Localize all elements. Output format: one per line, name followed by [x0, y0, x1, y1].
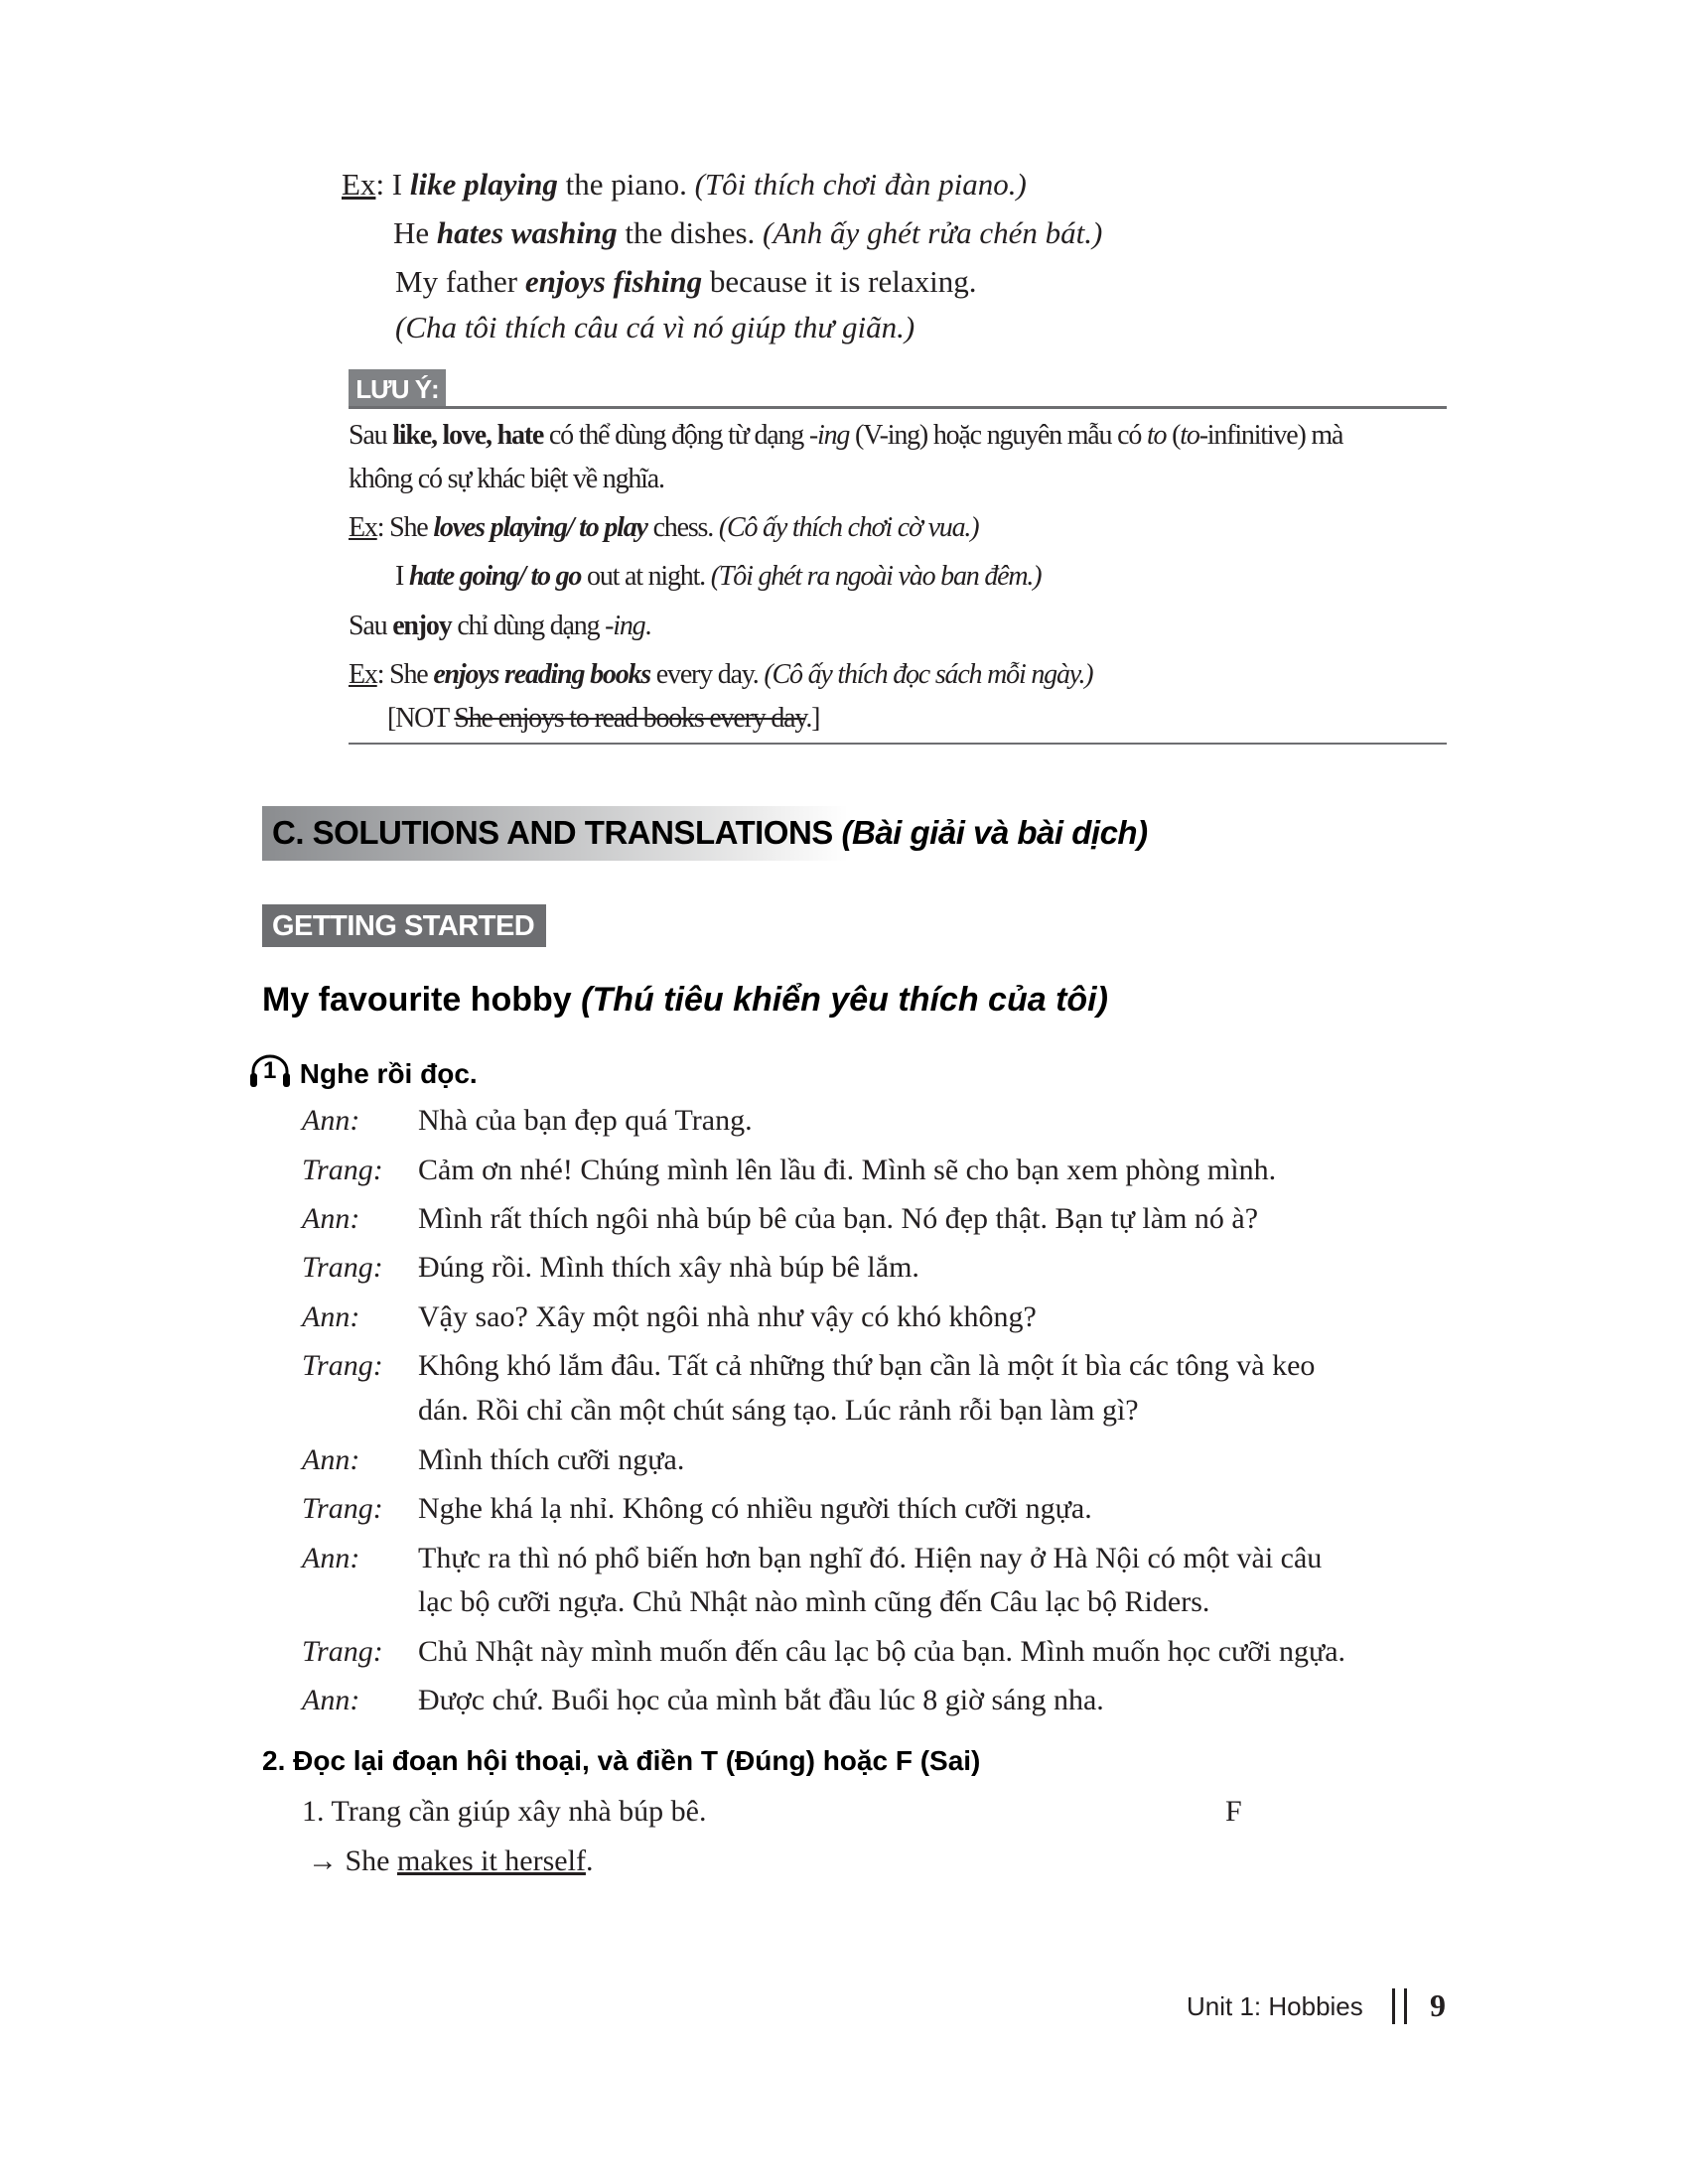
speaker-name: Ann: [302, 1443, 360, 1476]
note-line [395, 563, 1041, 591]
speaker-name: Trang: [302, 1251, 383, 1284]
note-line [349, 466, 664, 493]
dialogue-line: lạc bộ cưỡi ngựa. Chủ Nhật nào mình cũng đến Câu lạc bộ Riders. [418, 1585, 1210, 1618]
text-segment: like playing [409, 167, 558, 202]
dialogue-line: Không khó lắm đâu. Tất cả những thứ bạn cần là một ít bìa các tông và keo [418, 1349, 1316, 1382]
text-segment: không có sự khác biệt về nghĩa. [349, 464, 664, 494]
dialogue-line: Cảm ơn nhé! Chúng mình lên lầu đi. Mình sẽ cho bạn xem phòng mình. [418, 1154, 1277, 1186]
dialogue-line: Mình thích cưỡi ngựa. [418, 1443, 685, 1476]
text-segment: He [393, 215, 437, 250]
dialogue-line: Nhà của bạn đẹp quá Trang. [418, 1104, 753, 1137]
note-line [349, 422, 1342, 450]
dialogue-line: Chủ Nhật này mình muốn đến câu lạc bộ của bạn. Mình muốn học cưỡi ngựa. [418, 1635, 1346, 1668]
text-segment: the dishes. [617, 215, 764, 250]
note-line [349, 514, 978, 542]
speaker-name: Trang: [302, 1349, 383, 1382]
text-segment: Ex [342, 167, 376, 202]
text-segment: (Cha tôi thích câu cá vì nó giúp thư giãn.) [395, 310, 915, 344]
speaker-name: Ann: [302, 1104, 360, 1137]
footer-unit: Unit 1: Hobbies [1187, 1991, 1363, 2021]
text-segment: -ing [808, 420, 850, 451]
dialogue-line: dán. Rồi chỉ cần một chút sáng tạo. Lúc rảnh rỗi bạn làm gì? [418, 1394, 1139, 1427]
speaker-name: Trang: [302, 1492, 383, 1525]
item-answer: F [1225, 1795, 1242, 1828]
example-line [395, 312, 914, 342]
text-segment: enjoys fishing [524, 264, 703, 299]
note-bottom-rule [349, 743, 1447, 745]
task-2-heading: 2. Đọc lại đoạn hội thoại, và điền T (Đúng) hoặc F (Sai) [262, 1745, 981, 1776]
section-subtitle: (Bài giải và bài dịch) [841, 814, 1148, 851]
explanation-underlined: makes it herself [397, 1844, 586, 1877]
lesson-title-vi: (Thú tiêu khiển yêu thích của tôi) [581, 981, 1108, 1019]
text-segment: enjoy [392, 611, 452, 641]
text-segment: : She [376, 659, 434, 690]
dialogue-line: Nghe khá lạ nhỉ. Không có nhiều người thích cưỡi ngựa. [418, 1492, 1092, 1525]
text-segment: every day. [650, 659, 765, 690]
speaker-name: Ann: [302, 1300, 360, 1333]
page-number: 9 [1430, 1987, 1446, 2023]
text-segment: (Tôi thích chơi đàn piano.) [694, 167, 1027, 202]
section-title: C. SOLUTIONS AND TRANSLATIONS [272, 814, 842, 851]
text-segment: (Tôi ghét ra ngoài vào ban đêm.) [710, 561, 1042, 592]
speaker-name: Trang: [302, 1154, 383, 1186]
speaker-name: Ann: [302, 1202, 360, 1235]
section-heading [272, 816, 1148, 849]
text-segment: (Cô ấy thích đọc sách mỗi ngày.) [764, 659, 1093, 690]
note-top-rule [349, 406, 1447, 409]
note-line [349, 613, 650, 640]
text-segment: (Anh ấy ghét rửa chén bát.) [763, 215, 1103, 250]
example-line [342, 169, 1027, 200]
text-segment: chess. [646, 512, 719, 543]
text-segment: (V-ing) hoặc nguyên mẫu có [849, 420, 1147, 451]
text-segment: chỉ dùng dạng [451, 611, 606, 641]
dialogue-line: Được chứ. Buổi học của mình bắt đầu lúc 8 giờ sáng nha. [418, 1684, 1104, 1716]
text-segment: Sau [349, 611, 393, 641]
text-segment: because it is relaxing. [702, 264, 977, 299]
note-line [387, 705, 819, 733]
text-segment: to [1146, 420, 1167, 451]
lesson-title-en: My favourite hobby [262, 981, 582, 1019]
dialogue-line: Thực ra thì nó phổ biến hơn bạn nghĩ đó. Hiện nay ở Hà Nội có một vài câu [418, 1542, 1323, 1574]
explanation-prefix: She [345, 1844, 397, 1877]
text-segment: out at night. [581, 561, 711, 592]
text-segment: Ex [349, 659, 377, 690]
item-explanation [308, 1846, 593, 1876]
note-label: LƯU Ý: [349, 369, 446, 407]
example-line [393, 217, 1102, 248]
text-segment: She enjoys to read books every day [454, 703, 806, 734]
text-segment: like, love, hate [392, 420, 544, 451]
task-number: 1 [263, 1057, 277, 1084]
text-segment: [NOT [387, 703, 455, 734]
item-number: 1. [302, 1795, 325, 1828]
text-segment: .] [805, 703, 820, 734]
text-segment: : She [376, 512, 434, 543]
text-segment: loves playing/ to play [433, 512, 647, 543]
text-segment: Ex [349, 512, 377, 543]
dialogue-line: Đúng rồi. Mình thích xây nhà búp bê lắm. [418, 1251, 919, 1284]
example-line [395, 266, 976, 297]
headphones-icon [248, 1053, 292, 1087]
dialogue-line: Mình rất thích ngôi nhà búp bê của bạn. Nó đẹp thật. Bạn tự làm nó à? [418, 1202, 1259, 1235]
text-segment: I [395, 561, 409, 592]
text-segment: . [644, 611, 651, 641]
text-segment: : I [375, 167, 410, 202]
lesson-title [262, 983, 1108, 1017]
speaker-name: Ann: [302, 1684, 360, 1716]
task-1-heading [248, 1053, 478, 1088]
task-2-item [302, 1797, 706, 1827]
dialogue-line: Vậy sao? Xây một ngôi nhà như vậy có khó không? [418, 1300, 1037, 1333]
text-segment: -infinitive) mà [1198, 420, 1343, 451]
speaker-name: Ann: [302, 1542, 360, 1574]
text-segment: hate going/ to go [408, 561, 582, 592]
text-segment: Sau [349, 420, 393, 451]
text-segment: (Cô ấy thích chơi cờ vua.) [718, 512, 979, 543]
text-segment: hates washing [436, 215, 618, 250]
text-segment: the piano. [557, 167, 695, 202]
getting-started-label: GETTING STARTED [262, 904, 546, 947]
text-segment: My father [395, 264, 525, 299]
text-segment: có thể dùng động từ dạng [543, 420, 809, 451]
explanation-suffix: . [585, 1844, 594, 1877]
arrow-icon: → [308, 1844, 338, 1877]
text-segment: -ing [605, 611, 645, 641]
footer-divider [1392, 1988, 1407, 2024]
text-segment: to [1180, 420, 1199, 451]
text-segment: enjoys reading books [433, 659, 650, 690]
note-line [349, 661, 1092, 689]
task-label: Nghe rồi đọc. [299, 1058, 478, 1089]
text-segment: ( [1166, 420, 1181, 451]
item-text: Trang cần giúp xây nhà búp bê. [331, 1795, 707, 1828]
speaker-name: Trang: [302, 1635, 383, 1668]
